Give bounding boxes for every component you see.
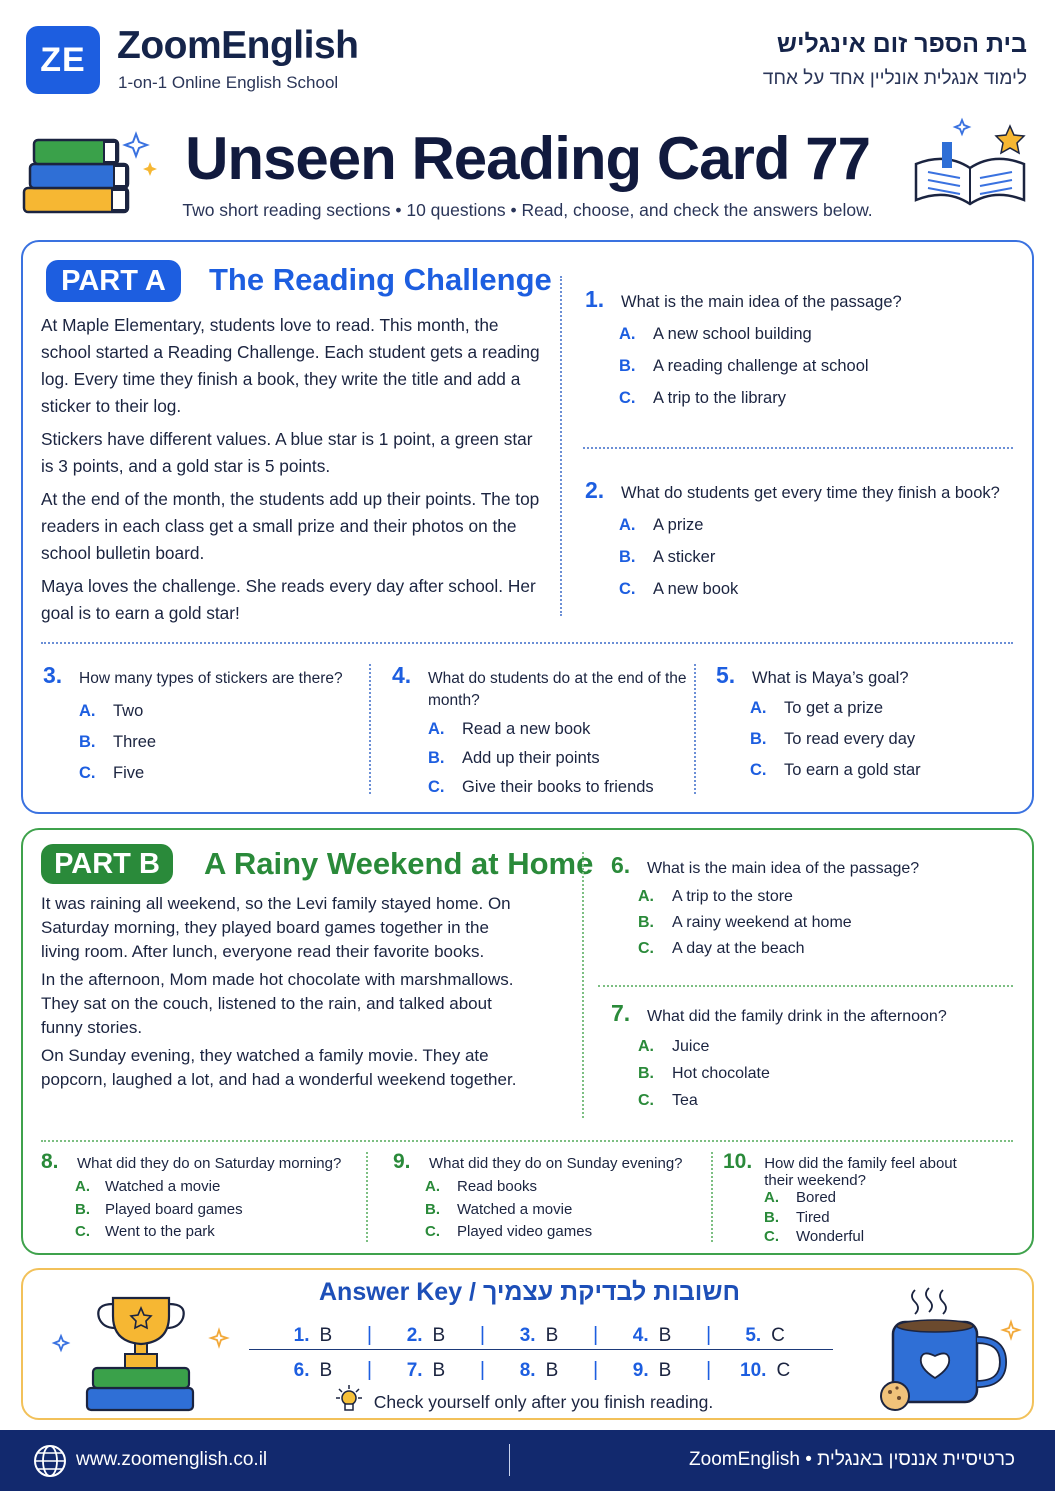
option-a[interactable]: A. A new school building xyxy=(619,325,812,343)
question-9 xyxy=(393,1150,705,1246)
option-c[interactable]: C. A new book xyxy=(619,580,739,598)
answer-cell: 3. B xyxy=(519,1324,559,1346)
option-c[interactable]: C. A trip to the library xyxy=(619,389,786,407)
answer-cell: 9. B xyxy=(632,1359,672,1381)
part-b-passage xyxy=(41,892,531,1096)
brand-tagline: 1-on-1 Online English School xyxy=(118,73,339,92)
option-b[interactable]: B. Three xyxy=(79,733,157,751)
option-c[interactable]: C. Wonderful xyxy=(764,1228,865,1245)
part-a-passage xyxy=(41,312,541,633)
divider xyxy=(560,276,562,616)
question-text: How did the family feel about their weekend? xyxy=(764,1155,957,1189)
option-b[interactable]: B. Played board games xyxy=(75,1200,243,1218)
question-number: 6. xyxy=(611,852,631,878)
hebrew-school-name: בית הספר זום אינגליש xyxy=(776,30,1027,58)
question-text: What do students get every time they finish a book? xyxy=(621,484,1000,502)
separator: | xyxy=(366,1359,373,1381)
option-b[interactable]: B. A reading challenge at school xyxy=(619,357,869,375)
answer-key-title: Answer Key / חשובות לבדיקת עצמיך xyxy=(319,1278,740,1306)
question-7 xyxy=(611,1000,1021,1119)
answer-cell: 8. B xyxy=(519,1359,559,1381)
option-a[interactable]: A. To get a prize xyxy=(750,699,884,717)
answer-cell: 5. C xyxy=(745,1324,785,1346)
question-number: 3. xyxy=(43,662,63,688)
question-1 xyxy=(585,286,1025,421)
divider xyxy=(598,985,1013,987)
question-2 xyxy=(585,477,1025,612)
part-b-title: A Rainy Weekend at Home xyxy=(204,846,594,881)
divider xyxy=(583,447,1013,449)
answer-cell: 2. B xyxy=(406,1324,446,1346)
answer-cell: 1. B xyxy=(293,1324,333,1346)
part-a-card xyxy=(21,240,1034,814)
answer-key-card xyxy=(21,1268,1034,1420)
part-a-title: The Reading Challenge xyxy=(209,262,552,297)
separator: | xyxy=(705,1359,712,1381)
divider xyxy=(582,852,584,1118)
option-a[interactable]: A. Watched a movie xyxy=(75,1178,221,1195)
question-number: 8. xyxy=(41,1150,59,1173)
question-text: What did the family drink in the afternoon? xyxy=(647,1008,947,1025)
answer-key-note: Check yourself only after you finish reading. xyxy=(373,1392,714,1412)
option-a[interactable]: A. Read a new book xyxy=(428,720,591,738)
option-c[interactable]: C. Played video games xyxy=(425,1223,593,1240)
option-b[interactable]: B. Hot chocolate xyxy=(638,1065,770,1082)
question-4 xyxy=(392,662,687,807)
trophy-icon xyxy=(43,1284,233,1414)
option-b[interactable]: B. To read every day xyxy=(750,730,916,748)
option-b[interactable]: B. Watched a movie xyxy=(425,1200,573,1218)
separator: | xyxy=(592,1324,599,1346)
option-c[interactable]: C. Tea xyxy=(638,1092,698,1109)
globe-icon xyxy=(33,1444,67,1478)
divider xyxy=(369,664,371,794)
passage-paragraph: Maya loves the challenge. She reads every day after school. Her goal is to earn a gold star! xyxy=(41,576,536,623)
passage-paragraph: In the afternoon, Mom made hot chocolate with marshmallows. They sat on the couch, listened to the rain, and talked about funny stories. xyxy=(41,970,514,1037)
answer-key-row-2 xyxy=(259,1359,819,1382)
part-b-card xyxy=(21,828,1034,1255)
divider xyxy=(366,1152,368,1242)
passage-paragraph: At the end of the month, the students add up their points. The top readers in each class get a small prize and their photos on the school bulletin board. xyxy=(41,489,540,563)
page-title: Unseen Reading Card 77 xyxy=(185,125,870,192)
page-footer xyxy=(0,1430,1055,1491)
divider xyxy=(509,1444,510,1476)
separator: | xyxy=(479,1359,486,1381)
answer-cell: 7. B xyxy=(406,1359,446,1381)
option-a[interactable]: A. Juice xyxy=(638,1038,710,1055)
answer-key-row-1 xyxy=(259,1324,819,1347)
question-text: What do students do at the end of the month? xyxy=(428,670,687,709)
option-c[interactable]: C. Five xyxy=(79,764,145,782)
question-number: 9. xyxy=(393,1150,411,1173)
option-a[interactable]: A. Two xyxy=(79,702,144,720)
part-a-badge: PART A xyxy=(46,260,181,302)
option-b[interactable]: B. A sticker xyxy=(619,548,716,566)
question-number: 2. xyxy=(585,477,605,503)
divider xyxy=(41,642,1013,644)
question-number: 4. xyxy=(392,662,412,688)
divider xyxy=(249,1349,833,1350)
passage-paragraph: On Sunday evening, they watched a family movie. They ate popcorn, laughed a lot, and had a wonderful weekend together. xyxy=(41,1046,517,1089)
question-text: What did they do on Saturday morning? xyxy=(77,1155,342,1172)
question-8 xyxy=(41,1150,361,1246)
option-b[interactable]: B. Add up their points xyxy=(428,749,600,767)
page-subtitle: Two short reading sections • 10 questions • Read, choose, and check the answers below. xyxy=(182,200,873,220)
question-text: What is the main idea of the passage? xyxy=(647,860,920,877)
footer-brand: ZoomEnglish • כרטיסיית אננסין באנגלית xyxy=(689,1449,1015,1470)
passage-paragraph: At Maple Elementary, students love to read. This month, the school started a Reading Challenge. Each student gets a reading log. Every time they finish a book, they write the title and add a sticker to their log. xyxy=(41,315,540,416)
divider xyxy=(41,1140,1013,1142)
question-number: 1. xyxy=(585,286,605,312)
logo: ZE xyxy=(26,26,100,94)
option-c[interactable]: C. A day at the beach xyxy=(638,940,805,957)
option-a[interactable]: A. A prize xyxy=(619,516,704,534)
divider xyxy=(694,664,696,794)
passage-paragraph: It was raining all weekend, so the Levi family stayed home. On Saturday morning, they played board games together in the living room. After lunch, everyone read their favorite books. xyxy=(41,894,511,961)
hebrew-subtitle: לימוד אנגלית אונליין אחד על אחד xyxy=(762,68,1027,89)
option-a[interactable]: A. Bored xyxy=(764,1189,837,1206)
divider xyxy=(711,1152,713,1242)
separator: | xyxy=(705,1324,712,1346)
question-6 xyxy=(611,852,1021,966)
option-c[interactable]: C. To earn a gold star xyxy=(750,761,921,779)
option-c[interactable]: C. Give their books to friends xyxy=(428,778,654,796)
option-b[interactable]: B. Tired xyxy=(764,1208,830,1226)
option-a[interactable]: A. A trip to the store xyxy=(638,888,793,905)
answer-cell: 10. C xyxy=(740,1359,791,1381)
question-text: What is the main idea of the passage? xyxy=(621,293,902,311)
separator: | xyxy=(592,1359,599,1381)
question-5 xyxy=(716,662,1016,792)
question-number: 7. xyxy=(611,1000,631,1026)
question-text: How many types of stickers are there? xyxy=(79,670,343,687)
question-text: What did they do on Sunday evening? xyxy=(429,1155,683,1172)
question-10 xyxy=(723,1150,1023,1248)
separator: | xyxy=(366,1324,373,1346)
part-b-badge: PART B xyxy=(41,844,173,884)
answer-cell: 4. B xyxy=(632,1324,672,1346)
hot-chocolate-mug-icon xyxy=(871,1282,1031,1414)
answer-cell: 6. B xyxy=(293,1359,333,1381)
website-link[interactable]: www.zoomenglish.co.il xyxy=(76,1449,268,1470)
separator: | xyxy=(479,1324,486,1346)
option-a[interactable]: A. Read books xyxy=(425,1178,538,1195)
question-number: 10. xyxy=(723,1150,753,1173)
question-number: 5. xyxy=(716,662,736,688)
question-3 xyxy=(43,662,363,795)
passage-paragraph: Stickers have different values. A blue star is 1 point, a green star is 3 points, and a gold star is 5 points. xyxy=(41,429,533,476)
question-text: What is Maya’s goal? xyxy=(752,669,909,687)
option-c[interactable]: C. Went to the park xyxy=(75,1223,215,1240)
brand-name: ZoomEnglish xyxy=(117,24,359,67)
option-b[interactable]: B. A rainy weekend at home xyxy=(638,914,852,931)
page-header xyxy=(0,0,1055,110)
